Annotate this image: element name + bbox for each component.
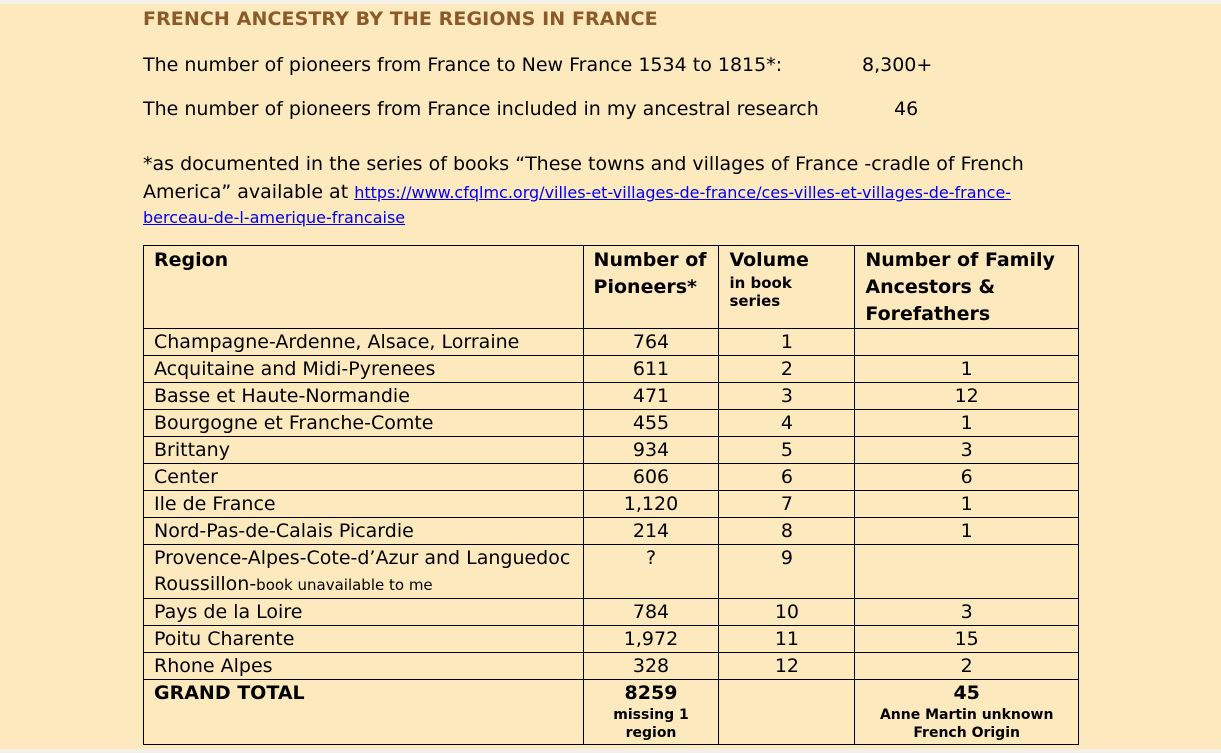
cell-family: 1 [855,356,1079,383]
cell-pioneers: 934 [583,437,719,464]
cell-family: 12 [855,383,1079,410]
cell-region-text: Provence-Alpes-Cote-d’Azur and Languedoc Roussillon- [154,547,571,595]
cell-family: 3 [855,599,1079,626]
source-link[interactable]: https://www.cfqlmc.org/villes-et-villages-de-france/ces-villes-et-villages-de-france- [354,183,1012,202]
cell-pioneers: 784 [583,599,719,626]
cell-volume: 5 [719,437,855,464]
cell-region: Bourgogne et Franche-Comte [144,410,584,437]
cell-family: 6 [855,464,1079,491]
pioneers-total-value: 8,300+ [862,54,933,76]
cell-region: Center [144,464,584,491]
total-family-note: Anne Martin unknown French Origin [879,707,1054,741]
source-note [143,150,1073,227]
cell-region: Poitu Charente [144,626,584,653]
header-family: Number of Family Ancestors & Forefathers [855,246,1079,329]
cell-region: Pays de la Loire [144,599,584,626]
cell-region: Basse et Haute-Normandie [144,383,584,410]
table-row [144,599,1079,626]
cell-family: 1 [855,518,1079,545]
grand-total-row [144,680,1079,745]
table-row [144,491,1079,518]
cell-family [855,329,1079,356]
table-row [144,356,1079,383]
cell-volume: 11 [719,626,855,653]
header-volume [719,246,855,329]
cell-region [144,545,584,599]
header-region: Region [144,246,584,329]
cell-volume: 6 [719,464,855,491]
header-pioneers: Number of Pioneers* [583,246,719,329]
source-note-text: *as documented in the series of books “These towns and villages of France -cradle of French America” available at [143,153,1024,203]
header-volume-label: Volume [729,249,809,271]
total-family-value: 45 [953,682,980,704]
pioneers-research-value: 46 [894,98,919,120]
cell-region: Nord-Pas-de-Calais Picardie [144,518,584,545]
cell-region: Ile de France [144,491,584,518]
cell-volume: 8 [719,518,855,545]
cell-volume: 2 [719,356,855,383]
cell-family: 2 [855,653,1079,680]
table-header-row [144,246,1079,329]
cell-volume: 4 [719,410,855,437]
cell-region: Champagne-Ardenne, Alsace, Lorraine [144,329,584,356]
page-title: FRENCH ANCESTRY BY THE REGIONS IN FRANCE [143,8,658,30]
cell-total-pioneers [583,680,719,745]
cell-pioneers: 214 [583,518,719,545]
table-row [144,329,1079,356]
table-row [144,437,1079,464]
table-row [144,518,1079,545]
total-pioneers-note: missing 1 region [613,707,689,741]
cell-volume: 1 [719,329,855,356]
cell-volume: 3 [719,383,855,410]
ancestry-table [143,245,1079,745]
table-row [144,383,1079,410]
table-row [144,653,1079,680]
cell-total-family [855,680,1079,745]
cell-pioneers: 455 [583,410,719,437]
cell-pioneers: 1,120 [583,491,719,518]
cell-region: Rhone Alpes [144,653,584,680]
cell-pioneers: 1,972 [583,626,719,653]
total-pioneers-value: 8259 [624,682,678,704]
cell-total-label: GRAND TOTAL [144,680,584,745]
source-link-continued[interactable]: berceau-de-l-amerique-francaise [143,208,406,227]
top-border [0,0,1221,4]
cell-volume: 12 [719,653,855,680]
pioneers-total-label: The number of pioneers from France to New France 1534 to 1815*: [143,54,783,76]
cell-pioneers: ? [583,545,719,599]
header-volume-sub: in book series [729,274,792,310]
pioneers-research-label: The number of pioneers from France included in my ancestral research [143,98,819,120]
table-row [144,626,1079,653]
cell-family [855,545,1079,599]
cell-region: Acquitaine and Midi-Pyrenees [144,356,584,383]
cell-family: 15 [855,626,1079,653]
cell-pioneers: 764 [583,329,719,356]
table-row [144,410,1079,437]
cell-pioneers: 328 [583,653,719,680]
cell-pioneers: 606 [583,464,719,491]
table-row [144,464,1079,491]
cell-family: 1 [855,410,1079,437]
cell-pioneers: 611 [583,356,719,383]
cell-family: 3 [855,437,1079,464]
cell-volume: 7 [719,491,855,518]
cell-volume: 10 [719,599,855,626]
cell-region-note: book unavailable to me [256,576,433,594]
cell-total-volume [719,680,855,745]
cell-region: Brittany [144,437,584,464]
cell-volume: 9 [719,545,855,599]
table-row [144,545,1079,599]
cell-pioneers: 471 [583,383,719,410]
cell-family: 1 [855,491,1079,518]
bottom-border [0,749,1221,753]
